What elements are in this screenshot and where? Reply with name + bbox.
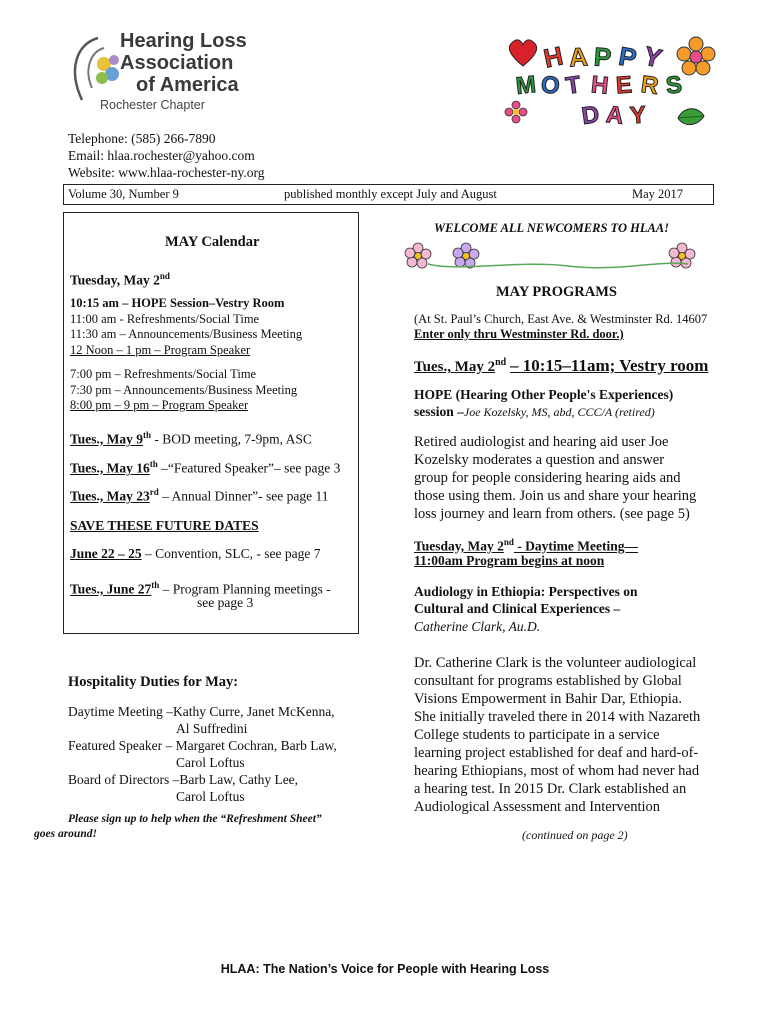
banner-letter: O bbox=[540, 71, 561, 100]
masthead-published: published monthly except July and August bbox=[284, 187, 497, 201]
ethiopia-description bbox=[414, 654, 724, 816]
calendar-may23: Tues., May 23rd – Annual Dinner”- see page 11 bbox=[70, 487, 329, 504]
programs-location-2: Enter only thru Westminster Rd. door.) bbox=[414, 327, 624, 341]
ethiopia-para-line: a hearing test. In 2015 Dr. Clark established an bbox=[414, 781, 687, 797]
evening-session-item: 8:00 pm – 9 pm – Program Speaker bbox=[70, 398, 249, 412]
ethiopia-para-line: College students to participate in a service bbox=[414, 727, 660, 743]
banner-letter: R bbox=[639, 70, 661, 101]
flower-divider-icon bbox=[398, 238, 728, 272]
programs-location-1: (At St. Paul’s Church, East Ave. & Westminster Rd. 14607 bbox=[414, 312, 708, 326]
logo-line-2: Association bbox=[120, 52, 234, 74]
banner-letter: T bbox=[564, 71, 583, 100]
hope-para-text: those using them. Join us and share your hearing bbox=[414, 488, 697, 504]
daytime-meeting-heading: Tuesday, May 2nd - Daytime Meeting— bbox=[414, 537, 639, 554]
hope-para-text: Kozelsky moderates a question and answer bbox=[414, 452, 665, 468]
banner-letter: E bbox=[615, 71, 633, 100]
program-hope-description bbox=[414, 433, 724, 523]
banner-letter: A bbox=[567, 41, 589, 73]
evening-session-item: 7:00 pm – Refreshments/Social Time bbox=[70, 367, 257, 381]
banner-letter: M bbox=[514, 71, 538, 100]
hospitality-role: Daytime Meeting – bbox=[68, 704, 173, 719]
banner-letter: P bbox=[593, 41, 613, 73]
hospitality-row-line-1 bbox=[68, 703, 358, 720]
hope-para-line bbox=[414, 487, 724, 505]
hospitality-row-line-1 bbox=[68, 771, 358, 788]
mothers-day-banner bbox=[500, 20, 725, 135]
banner-letter: Y bbox=[629, 101, 647, 130]
ethiopia-speaker: Catherine Clark, Au.D. bbox=[414, 619, 541, 634]
contact-email[interactable]: Email: hlaa.rochester@yahoo.com bbox=[68, 148, 255, 163]
program-hope-title: HOPE (Hearing Other People's Experiences) bbox=[414, 387, 674, 402]
program-hope-heading: Tues., May 2nd – 10:15–11am; Vestry room bbox=[414, 356, 709, 375]
welcome-text: WELCOME ALL NEWCOMERS TO HLAA! bbox=[434, 221, 670, 235]
calendar-june27-page: see page 3 bbox=[197, 595, 254, 610]
hope-para-text: Retired audiologist and hearing aid user Joe bbox=[414, 434, 669, 450]
hospitality-names: Kathy Curre, Janet McKenna, bbox=[172, 704, 335, 719]
logo-chapter: Rochester Chapter bbox=[100, 98, 205, 112]
day-session-item: 12 Noon – 1 pm – Program Speaker bbox=[70, 342, 251, 357]
day-session-item: 11:00 am - Refreshments/Social Time bbox=[70, 311, 260, 326]
hospitality-names: Margaret Cochran, Barb Law, bbox=[175, 738, 337, 753]
calendar-may9: Tues., May 9th - BOD meeting, 7-9pm, ASC bbox=[70, 430, 312, 447]
ethiopia-para-line: Dr. Catherine Clark is the volunteer audiological bbox=[414, 655, 697, 671]
continued-note: (continued on page 2) bbox=[522, 828, 628, 842]
hospitality-row bbox=[68, 703, 358, 737]
banner-letter: S bbox=[664, 71, 684, 100]
calendar-title: MAY Calendar bbox=[165, 234, 260, 250]
evening-session-item: 7:30 pm – Announcements/Business Meeting bbox=[70, 382, 298, 397]
hospitality-names: Barb Law, Cathy Lee, bbox=[179, 772, 299, 787]
banner-letter: A bbox=[604, 101, 625, 130]
hlaa-logo bbox=[68, 30, 268, 120]
hope-para-line bbox=[414, 451, 724, 469]
program-hope-session: session –Joe Kozelsky, MS, abd, CCC/A (retired) bbox=[414, 404, 655, 419]
calendar-evening-session bbox=[70, 367, 358, 414]
hospitality-names-cont: Carol Loftus bbox=[176, 789, 245, 804]
ethiopia-title-1: Audiology in Ethiopia: Perspectives on bbox=[414, 584, 638, 599]
day-session-item: 11:30 am – Announcements/Business Meeting bbox=[70, 327, 303, 341]
calendar-june27: Tues., June 27th – Program Planning meetings - bbox=[70, 580, 331, 597]
logo-line-1: Hearing Loss bbox=[120, 30, 247, 52]
calendar-may16: Tues., May 16th –“Featured Speaker”– see page 3 bbox=[70, 459, 341, 476]
ethiopia-para-line: learning project established for deaf and hard-of- bbox=[414, 745, 699, 761]
calendar-save-dates: SAVE THESE FUTURE DATES bbox=[70, 518, 259, 533]
masthead-date: May 2017 bbox=[632, 187, 684, 201]
banner-letter: Y bbox=[640, 40, 665, 74]
ethiopia-para-line: She initially traveled there in 2014 with Nazareth bbox=[414, 709, 701, 725]
daytime-meeting-time: 11:00am Program begins at noon bbox=[414, 553, 605, 568]
programs-title: MAY PROGRAMS bbox=[496, 284, 617, 300]
hope-para-line bbox=[414, 505, 724, 523]
calendar-june22: June 22 – 25 – Convention, SLC, - see page 7 bbox=[70, 546, 321, 561]
hospitality-signup: Please sign up to help when the “Refreshment Sheet” bbox=[68, 813, 322, 825]
hospitality-names-cont: Carol Loftus bbox=[176, 755, 245, 770]
ethiopia-para-line: Audiological Assessment and Intervention bbox=[414, 799, 661, 815]
ethiopia-para-line: consultant for programs established by Global bbox=[414, 673, 682, 689]
hope-para-line bbox=[414, 433, 724, 451]
hope-para-line bbox=[414, 469, 724, 487]
hospitality-title: Hospitality Duties for May: bbox=[68, 674, 239, 690]
calendar-box bbox=[63, 212, 359, 634]
hope-para-text: group for people considering hearing aids and bbox=[414, 470, 681, 486]
banner-letter: H bbox=[540, 40, 566, 74]
banner-letter: P bbox=[616, 40, 639, 74]
calendar-may2-heading: Tuesday, May 2nd bbox=[70, 271, 170, 288]
contact-website[interactable]: Website: www.hlaa-rochester-ny.org bbox=[68, 165, 265, 180]
ethiopia-para-line: Visions Empowerment in Bahir Dar, Ethiopia. bbox=[414, 691, 682, 707]
banner-letter: D bbox=[580, 100, 602, 131]
banner-letter: H bbox=[589, 71, 610, 100]
hospitality-row bbox=[68, 737, 358, 771]
ethiopia-title-2: Cultural and Clinical Experiences – bbox=[414, 601, 621, 616]
masthead-bar bbox=[63, 184, 714, 205]
banner-text bbox=[500, 20, 725, 135]
masthead-volume: Volume 30, Number 9 bbox=[68, 187, 179, 201]
hospitality-role: Featured Speaker – bbox=[68, 738, 176, 753]
logo-line-3: of America bbox=[136, 74, 239, 96]
calendar-day-session bbox=[70, 296, 358, 358]
hospitality-row bbox=[68, 771, 358, 805]
ethiopia-para-line: hearing Ethiopians, most of whom had never had bbox=[414, 763, 700, 779]
hospitality-signup-2: goes around! bbox=[34, 828, 97, 840]
hope-para-text: loss journey and learn from others. (see page 5) bbox=[414, 506, 690, 522]
footer-tagline: HLAA: The Nation’s Voice for People with Hearing Loss bbox=[220, 962, 550, 976]
hospitality-row-line-1 bbox=[68, 737, 358, 754]
hospitality-names-cont: Al Suffredini bbox=[176, 721, 248, 736]
hospitality-list bbox=[68, 703, 358, 805]
contact-telephone: Telephone: (585) 266-7890 bbox=[68, 131, 216, 146]
hospitality-role: Board of Directors – bbox=[68, 772, 180, 787]
day-session-item: 10:15 am – HOPE Session–Vestry Room bbox=[70, 296, 285, 310]
